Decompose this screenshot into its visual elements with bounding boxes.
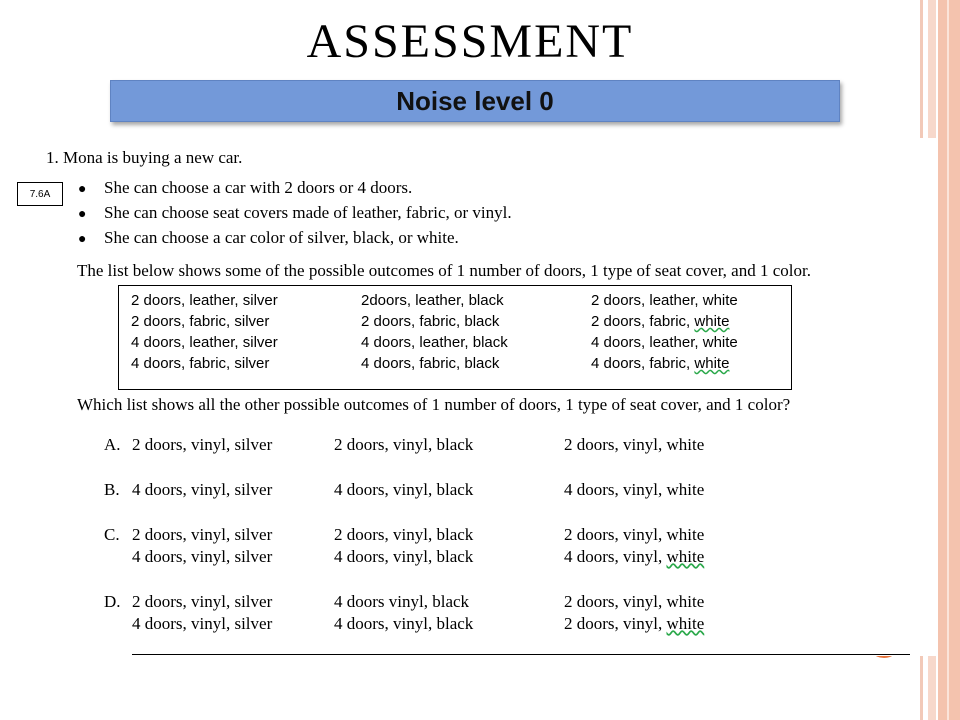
bullet-icon: ●: [78, 207, 87, 222]
outcome-cell: 2doors, leather, black: [361, 292, 504, 309]
choice-cell: 4 doors, vinyl, black: [334, 480, 474, 499]
choice-cell: 4 doors, vinyl, silver: [132, 614, 273, 633]
outcome-cell: 4 doors, fabric, silver: [131, 355, 270, 372]
bullet-list: [78, 178, 512, 253]
outcome-row: [131, 311, 801, 332]
question-stem: 1. Mona is buying a new car.: [46, 148, 243, 167]
choice-cell: 2 doors, vinyl, silver: [132, 435, 273, 454]
choice-cell: 2 doors, vinyl, white: [564, 592, 705, 611]
question-document: [0, 138, 937, 656]
choice-cell: 2 doors, vinyl, black: [334, 435, 474, 454]
choice-letter: C.: [104, 525, 120, 544]
choice-cell: 2 doors, vinyl, black: [334, 525, 474, 544]
choice-cell: 2 doors, vinyl, silver: [132, 592, 273, 611]
bullet-icon: ●: [78, 182, 87, 197]
outcomes-box: [118, 285, 792, 390]
outcome-cell: 2 doors, fabric, silver: [131, 313, 270, 330]
answer-choices: [104, 434, 764, 635]
choice-cell: 2 doors, vinyl, silver: [132, 525, 273, 544]
choice-cell: 4 doors, vinyl, white: [564, 547, 705, 566]
choice-cell: 4 doors, vinyl, black: [334, 547, 474, 566]
outcome-cell: 4 doors, leather, white: [591, 334, 738, 351]
choice-b[interactable]: [104, 479, 764, 501]
decor-stripe: [938, 0, 960, 720]
list-item: ● She can choose a car color of silver, black, or white.: [78, 228, 459, 247]
choice-cell: 2 doors, vinyl, white: [564, 614, 705, 633]
outcome-cell: 4 doors, leather, silver: [131, 334, 278, 351]
outcome-cell: 2 doors, leather, white: [591, 292, 738, 309]
list-item: ● She can choose a car with 2 doors or 4 doors.: [78, 178, 413, 197]
decor-stripe: [947, 0, 949, 720]
choice-d-row2: [104, 613, 764, 635]
outcome-cell: 4 doors, fabric, white: [591, 355, 730, 372]
choice-cell: 4 doors, vinyl, black: [334, 614, 474, 633]
outcomes-grid: [131, 290, 801, 374]
outcome-cell: 4 doors, leather, black: [361, 334, 508, 351]
outcome-row: [131, 290, 801, 311]
choice-d[interactable]: [104, 591, 764, 613]
outcome-row: [131, 353, 801, 374]
choice-c[interactable]: [104, 524, 764, 546]
outcome-row: [131, 332, 801, 353]
choice-a[interactable]: [104, 434, 764, 456]
slide-title: ASSESSMENT: [306, 15, 634, 68]
outcome-cell: 2 doors, fabric, black: [361, 313, 500, 330]
choice-cell: 2 doors, vinyl, white: [564, 435, 705, 454]
outcome-cell: 2 doors, fabric, white: [591, 313, 730, 330]
choice-cell: 4 doors, vinyl, silver: [132, 547, 273, 566]
choice-cell: 4 doors vinyl, black: [334, 592, 470, 611]
choice-c-row2: [104, 546, 764, 568]
standard-tag: 7.6A: [17, 182, 63, 206]
noise-level-banner: Noise level 0: [110, 80, 840, 122]
bullet-icon: ●: [78, 232, 87, 247]
list-item: ● She can choose seat covers made of leather, fabric, or vinyl.: [78, 203, 512, 222]
outcome-cell: 2 doors, leather, silver: [131, 292, 278, 309]
outcome-cell: 4 doors, fabric, black: [361, 355, 500, 372]
choice-cell: 2 doors, vinyl, white: [564, 525, 705, 544]
choice-letter: A.: [104, 435, 121, 454]
choice-letter: D.: [104, 592, 121, 611]
choice-letter: B.: [104, 480, 120, 499]
choice-cell: 4 doors, vinyl, white: [564, 480, 705, 499]
list-intro: The list below shows some of the possible outcomes of 1 number of doors, 1 type of seat cover, and 1 color.: [77, 261, 811, 280]
choice-cell: 4 doors, vinyl, silver: [132, 480, 273, 499]
divider: [132, 654, 910, 655]
which-question: Which list shows all the other possible outcomes of 1 number of doors, 1 type of seat cover, and 1 color?: [77, 395, 791, 414]
